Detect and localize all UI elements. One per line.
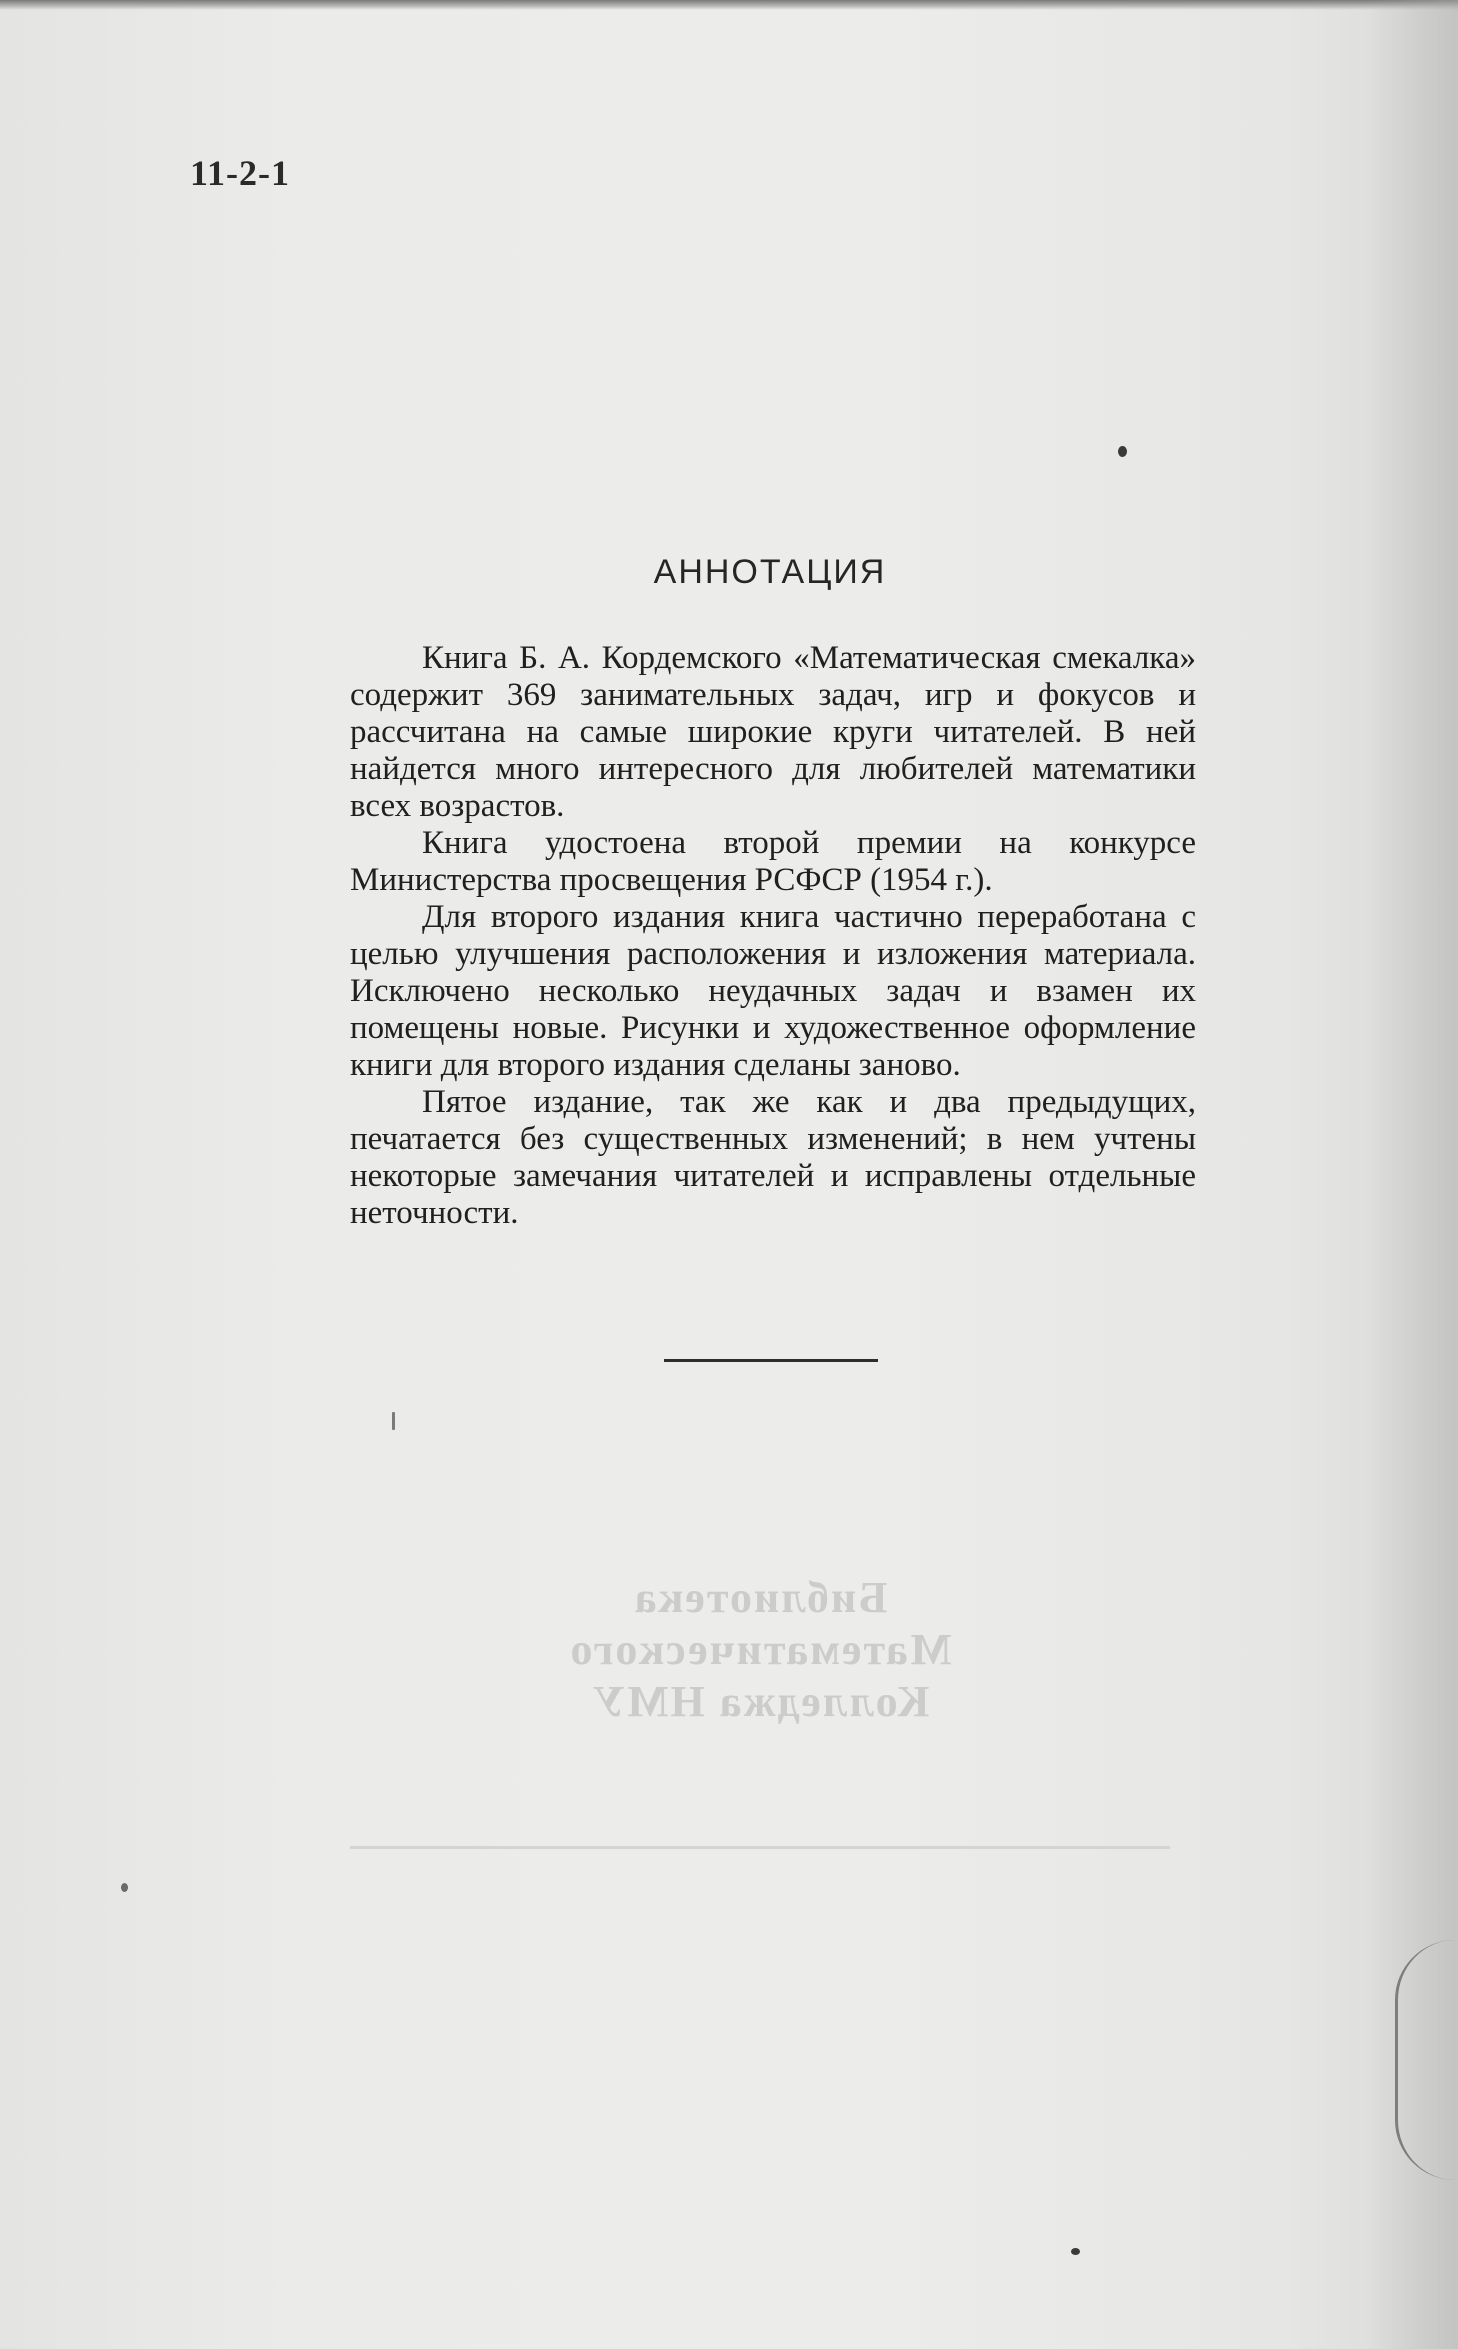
page-edge-curl: [1395, 1940, 1458, 2180]
stamp-rule: [350, 1846, 1170, 1849]
ink-speck: [392, 1412, 395, 1430]
annotation-paragraph-4: Пятое издание, так же как и два предыдущих, печатается без существенных изменений; в нем учтены некоторые замечания читателей и исправлены отдельные неточности.: [350, 1084, 1196, 1231]
ink-speck: [1071, 2248, 1080, 2255]
ink-speck: [1118, 446, 1127, 457]
section-divider: [664, 1359, 878, 1362]
annotation-text: [350, 640, 1196, 1232]
annotation-title: АННОТАЦИЯ: [653, 553, 887, 591]
stamp-line-3: Колледжа НМУ: [590, 1677, 930, 1726]
annotation-paragraph-1: Книга Б. А. Кордемского «Математическая смекалка» содержит 369 занимательных задач, игр и фокусов и рассчитана на самые широкие круги читателей. В ней найдется много интересного для любителей математики всех возрастов.: [350, 640, 1196, 824]
page-top-edge: [0, 0, 1458, 10]
ink-speck: [121, 1883, 128, 1892]
library-stamp-bleedthrough: [535, 1572, 985, 1728]
stamp-line-1: Библиотека: [632, 1573, 888, 1622]
annotation-paragraph-3: Для второго издания книга частично переработана с целью улучшения расположения и изложения материала. Исключено несколько неудачных задач и взамен их помещены новые. Рисунки и художественное оформление книги для второго издания сделаны заново.: [350, 899, 1196, 1083]
stamp-line-2: Математического: [568, 1625, 952, 1674]
catalog-code: 11-2-1: [190, 153, 290, 193]
annotation-paragraph-2: Книга удостоена второй премии на конкурсе Министерства просвещения РСФСР (1954 г.).: [350, 825, 1196, 898]
